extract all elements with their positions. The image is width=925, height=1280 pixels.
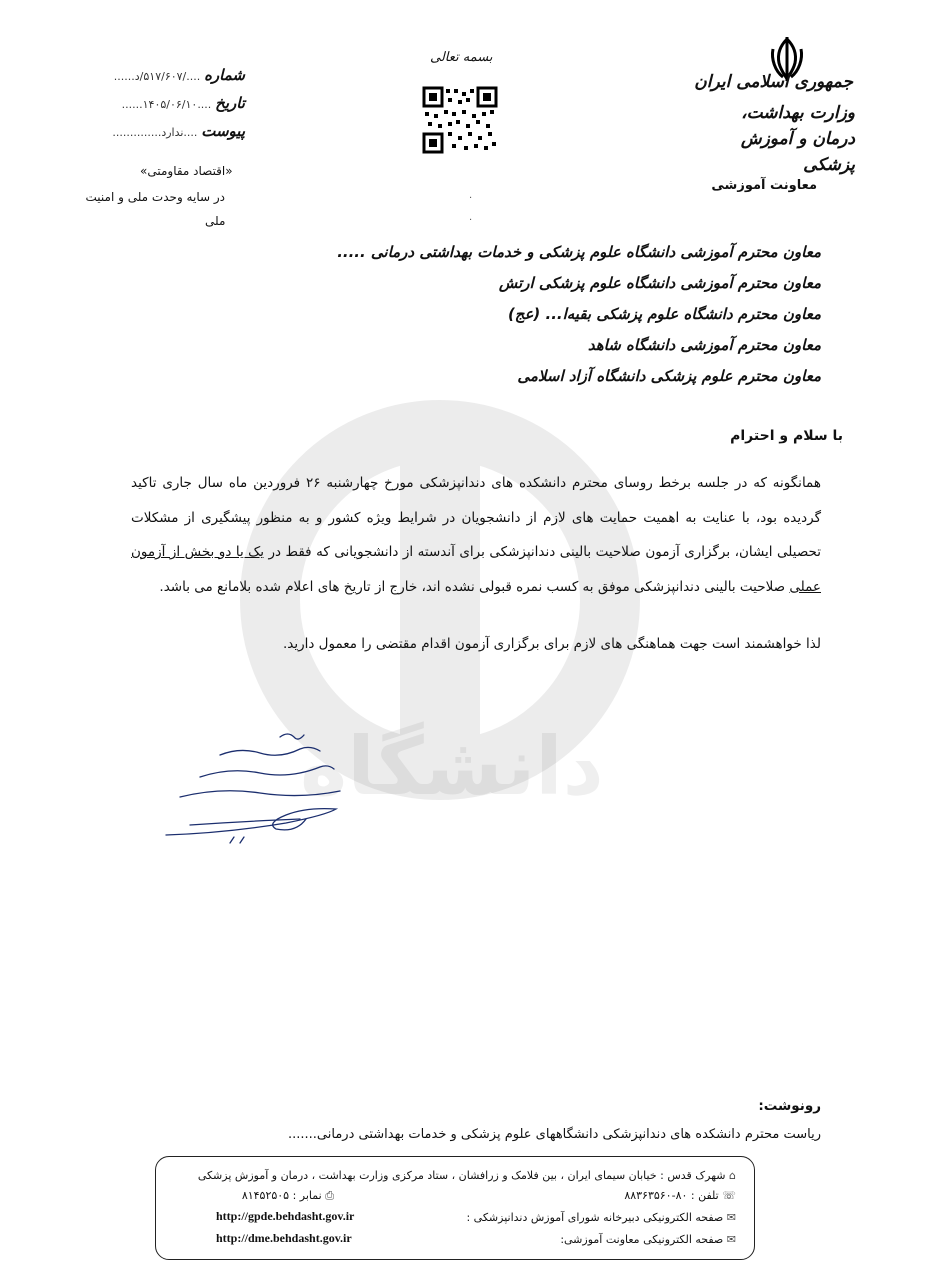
letter-closing: لذا خواهشمند است جهت هماهنگی های لازم برای برگزاری آزمون اقدام مقتضی را معمول دارید. bbox=[282, 636, 821, 652]
footer-site1-label bbox=[466, 1211, 736, 1224]
slogan-line: ملی bbox=[205, 214, 226, 228]
dot-mark: . bbox=[469, 212, 473, 223]
date-label: تاریخ bbox=[215, 94, 245, 112]
footer-contact-box bbox=[155, 1156, 755, 1260]
watermark-text: دانشگاه bbox=[300, 720, 604, 813]
slogan-line: در سایه وحدت ملی و امنیت bbox=[85, 190, 225, 204]
cc-title: رونوشت: bbox=[758, 1098, 821, 1114]
attachment-label: پیوست bbox=[201, 122, 245, 140]
recipient-line: معاون محترم آموزشی دانشگاه علوم پزشکی و خدمات بهداشتی درمانی ..... bbox=[337, 243, 821, 261]
footer-address bbox=[198, 1169, 736, 1182]
letter-attachment bbox=[105, 122, 245, 140]
footer-site2-label bbox=[560, 1233, 736, 1246]
deputy-label: معاونت آموزشی bbox=[711, 178, 817, 193]
site1-link[interactable]: http://gpde.behdasht.gov.ir bbox=[216, 1209, 355, 1223]
building-icon: ⌂ bbox=[729, 1169, 736, 1182]
mail-icon: ✉ bbox=[726, 1233, 736, 1246]
dot-mark: . bbox=[469, 190, 473, 201]
body-text-part: همانگونه که در جلسه برخط روسای محترم دانشکده های دندانپزشکی مورخ چهارشنبه ۲۶ فروردین ماه سال جاری تاکید گردیده بود، با عنایت به اهمیت حمایت های لازم از دانشجویان در شرایط ویژه کشور و به منظور پیشگیری از مشکلات تحصیلی ایشان، برگزاری آزمون صلاحیت بالینی دندانپزشکی برای آندسته از دانشجویانی که فقط در bbox=[131, 475, 821, 560]
site1-label-text: صفحه الکترونیکی دبیرخانه شورای آموزش دندانپزشکی : bbox=[466, 1211, 724, 1224]
site2-label-text: صفحه الکترونیکی معاونت آموزشی: bbox=[560, 1233, 724, 1246]
number-label: شماره bbox=[204, 66, 245, 84]
body-text-underlined: یک یا دو بخش از آزمون عملی bbox=[131, 544, 821, 595]
slogan-line: «اقتصاد مقاومتی» bbox=[140, 164, 233, 178]
basmala: بسمه تعالی bbox=[430, 50, 493, 65]
cc-text: ریاست محترم دانشکده های دندانپزشکی دانشگاههای علوم پزشکی و خدمات بهداشتی درمانی....... bbox=[288, 1127, 821, 1142]
recipient-line: معاون محترم آموزشی دانشگاه شاهد bbox=[587, 336, 821, 354]
country-name: جمهوری اسلامی ایران bbox=[694, 72, 853, 92]
footer-fax bbox=[242, 1189, 334, 1203]
letter-number bbox=[105, 66, 245, 84]
date-value: ....۱۴۰۵/۰۶/۱۰...... bbox=[121, 98, 212, 111]
site2-link[interactable]: http://dme.behdasht.gov.ir bbox=[216, 1231, 352, 1245]
phone-text: تلفن : ۸۰-۸۸۳۶۳۵۶۰ bbox=[624, 1189, 719, 1202]
letter-body bbox=[131, 466, 821, 604]
letter-date bbox=[105, 94, 245, 112]
greeting: با سلام و احترام bbox=[730, 428, 843, 444]
phone-icon: ☏ bbox=[722, 1189, 736, 1202]
number-value: ..../۵۱۷/۶۰۷/د...... bbox=[113, 70, 201, 83]
body-text-part: صلاحیت بالینی دندانپزشکی موفق به کسب نمره قبولی نشده اند، خارج از تاریخ های اعلام شده بلامانع می باشد. bbox=[159, 578, 790, 595]
address-text: شهرک قدس : خیابان سیمای ایران ، بین فلامک و زرافشان ، ستاد مرکزی وزارت بهداشت ، درمان و آموزش پزشکی bbox=[197, 1169, 726, 1182]
attachment-value: ....ندارد.............. bbox=[112, 126, 198, 139]
fax-icon: ⎙ bbox=[325, 1189, 334, 1202]
fax-text: نمابر : ۸۱۴۵۲۵۰۵ bbox=[241, 1189, 322, 1202]
handwritten-signature bbox=[160, 725, 360, 845]
footer-phone bbox=[624, 1189, 736, 1202]
recipient-line: معاون محترم علوم پزشکی دانشگاه آزاد اسلامی bbox=[517, 367, 821, 385]
ministry-name: وزارت بهداشت، درمان و آموزش پزشکی bbox=[740, 103, 855, 175]
recipient-line: معاون محترم دانشگاه علوم پزشکی بقیه‌ا... (عج) bbox=[507, 305, 821, 323]
recipient-line: معاون محترم آموزشی دانشگاه علوم پزشکی ارتش bbox=[498, 274, 821, 292]
mail-icon: ✉ bbox=[726, 1211, 736, 1224]
qr-code bbox=[422, 86, 498, 154]
